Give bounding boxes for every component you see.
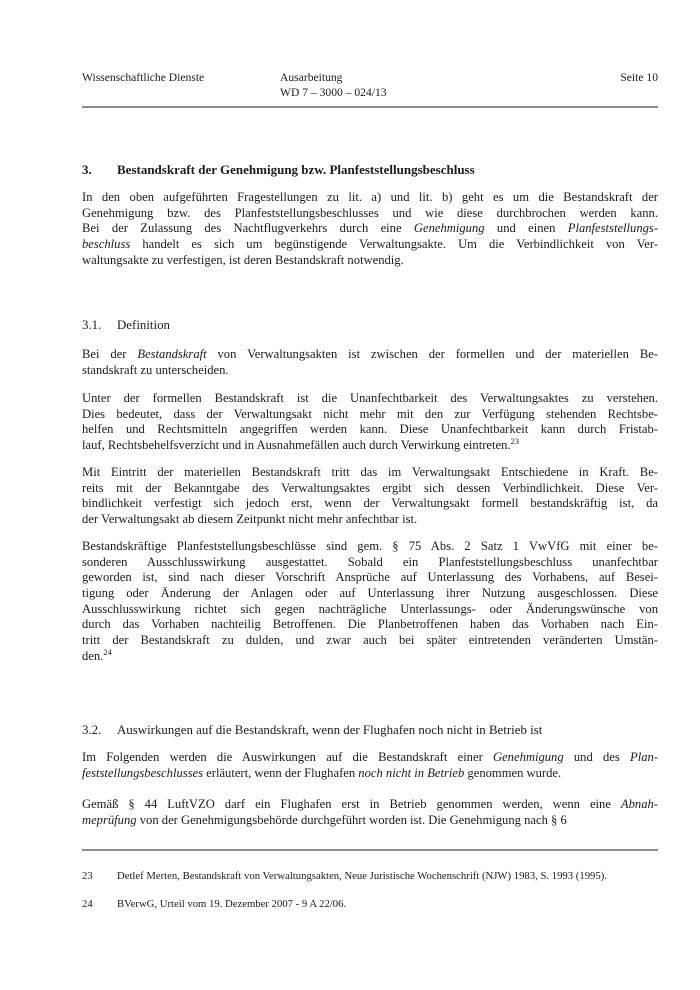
section-3-2-heading [82,722,658,738]
paragraph [82,797,658,828]
header-rule [82,106,658,108]
text-line [82,237,658,253]
text-run: bindlichkeit verfestigt sich jedoch erst, wenn der Verwaltungsakt formell bestandskräftig ist, da [82,496,658,511]
header-center [280,70,387,100]
text-line [82,363,658,379]
text-line [82,512,658,528]
text-line [82,190,658,206]
text-run: Bestandskraft [137,347,207,361]
text-line [82,602,658,618]
text-run: Gemäß § 44 LuftVZO darf ein Flughafen erst in Betrieb genommen werden, wenn eine [82,797,621,811]
text-run: reits mit der Bekanntgabe des Verwaltungsaktes ergibt sich dessen Verbindlichkeit. Diese Ver- [82,480,658,495]
footnote-item [82,897,662,911]
heading-text: Bestandskraft der Genehmigung bzw. Planfeststellungsbeschluss [117,162,475,177]
text-run: tigung oder Änderung der Anlagen oder auf Unterlassung ihrer Nutzung ausgeschlossen. Diese [82,586,658,601]
footnote-separator [82,849,658,851]
heading-number: 3.1. [82,318,102,332]
text-run: von der Genehmigungsbehörde durchgeführt worden ist. Die Genehmigung nach § 6 [136,812,567,827]
text-run: tritt der Bestandskraft zu dulden, und zwar auch bei später eintretenden veränderten Umstän- [82,633,658,648]
text-run: Ausschlusswirkung richtet sich gegen nachträgliche Unterlassungs- oder Änderungswünsche von [82,601,658,616]
text-line [82,633,658,649]
text-line [82,221,658,237]
text-line [82,555,658,571]
heading-text: Definition [117,318,170,332]
footnote-number: 23 [82,870,93,882]
text-line [82,797,658,813]
footnote-reference: 24 [103,646,112,657]
text-run: lauf, Rechtsbehelfsverzicht und in Ausnahmefällen auch durch Verwirkung eintreten. [82,438,511,453]
text-run: von Verwaltungsakten ist zwischen der formellen und der materiellen Be- [206,347,658,361]
text-line [82,813,658,829]
text-line [82,646,658,665]
text-run: Dies bedeutet, dass der Verwaltungsakt nicht mehr mit den zur Verfügung stehenden Rechtsbe- [82,406,658,421]
text-run: und einen [484,221,568,236]
header-organization: Wissenschaftliche Dienste [82,71,205,84]
header-doc-type: Ausarbeitung [280,71,343,84]
heading-number: 3. [82,162,92,177]
paragraph [82,391,658,454]
text-line [82,253,658,269]
paragraph [82,465,658,528]
text-line [82,481,658,497]
text-line [82,407,658,423]
text-run: Bestandskräftige Planfeststellungsbeschlüsse sind gem. § 75 Abs. 2 Satz 1 VwVfG mit einer be- [82,539,658,553]
text-run: geworden ist, sind nach dieser Vorschrift Ansprüche auf Unterlassung des Vorhabens, auf Besei- [82,570,658,585]
footnote-text: Detlef Merten, Bestandskraft von Verwaltungsakten, Neue Juristische Wochenschrift (NJW) 1983, S. 1993 (1995). [117,870,607,882]
heading-text: Auswirkungen auf die Bestandskraft, wenn der Flughafen noch nicht in Betrieb ist [117,723,543,737]
text-run: Bei der Zulassung des Nachtflugverkehrs durch eine [82,221,414,236]
text-run: Genehmigung [413,221,485,236]
text-run: handelt es sich um begünstigende Verwaltungsakte. Um die Verbindlichkeit von Ver- [130,237,658,252]
paragraph [82,750,658,781]
text-line [82,766,658,782]
text-run: standskraft zu unterscheiden. [82,362,229,377]
text-run: waltungsakte zu verfestigen, ist deren Bestandskraft notwendig. [82,252,404,267]
paragraph [82,347,658,378]
text-run: den. [82,648,104,663]
text-run: Unter der formellen Bestandskraft ist die Unanfechtbarkeit des Verwaltungsaktes zu verstehen. [82,391,658,405]
heading-number: 3.2. [82,723,102,737]
paragraph [82,190,658,268]
text-run: Genehmigung [493,750,564,764]
text-run: Abnah- [620,797,658,811]
header-page-number: Seite 10 [620,71,658,84]
footnote-item [82,869,662,883]
section-3-1-heading [82,317,658,333]
text-run: beschluss [82,237,131,252]
text-run: und des [563,750,631,764]
footnote-reference: 23 [510,435,520,446]
text-line [82,539,658,555]
text-line [82,391,658,407]
text-run: helfen und Rechtsmitteln angegriffen werden kann. Diese Unanfechtbarkeit kann durch Fristab- [82,422,658,437]
text-run: Plan- [630,750,659,764]
text-line [82,750,658,766]
text-line [82,422,658,438]
footnote-text: BVerwG, Urteil vom 19. Dezember 2007 - 9 A 22/06. [117,898,347,910]
text-run: Im Folgenden werden die Auswirkungen auf die Bestandskraft einer [82,750,493,764]
paragraph [82,539,658,665]
text-run: durch das Vorhaben nachteilig Betroffenen. Die Planbetroffenen haben das Vorhaben nach Ein- [82,617,658,632]
text-run: sonderen Ausschlusswirkung ausgestattet. Sobald ein Planfeststellungsbeschluss unanfechtbar [82,554,658,569]
text-line [82,570,658,586]
text-run: erläutert, wenn der Flughafen [203,765,359,780]
footnote-number: 24 [82,898,93,910]
text-run: feststellungsbeschlusses [82,765,204,780]
text-line [82,347,658,363]
text-run: Planfeststellungs- [567,221,659,236]
header-doc-number: WD 7 – 3000 – 024/13 [280,86,387,99]
text-line [82,496,658,512]
text-run: der Verwaltungsakt ab diesem Zeitpunkt nicht mehr anfechtbar ist. [82,512,418,527]
text-run: meprüfung [82,812,137,827]
text-run: noch nicht in Betrieb [358,765,465,780]
text-run: Genehmigung bzw. des Planfeststellungsbeschlusses und wie diese durchbrochen werden kann. [82,205,658,220]
text-run: In den oben aufgeführten Fragestellungen zu lit. a) und lit. b) geht es um die Bestandskraft der [82,190,658,204]
text-line [82,435,658,454]
text-run: genommen wurde. [464,765,562,780]
text-line [82,617,658,633]
text-line [82,206,658,222]
text-run: Bei der [82,347,138,361]
section-3-heading [82,162,658,178]
text-line [82,465,658,481]
text-line [82,586,658,602]
text-run: Mit Eintritt der materiellen Bestandskraft tritt das im Verwaltungsakt Entschiedene in Kraft. Be- [82,465,658,479]
